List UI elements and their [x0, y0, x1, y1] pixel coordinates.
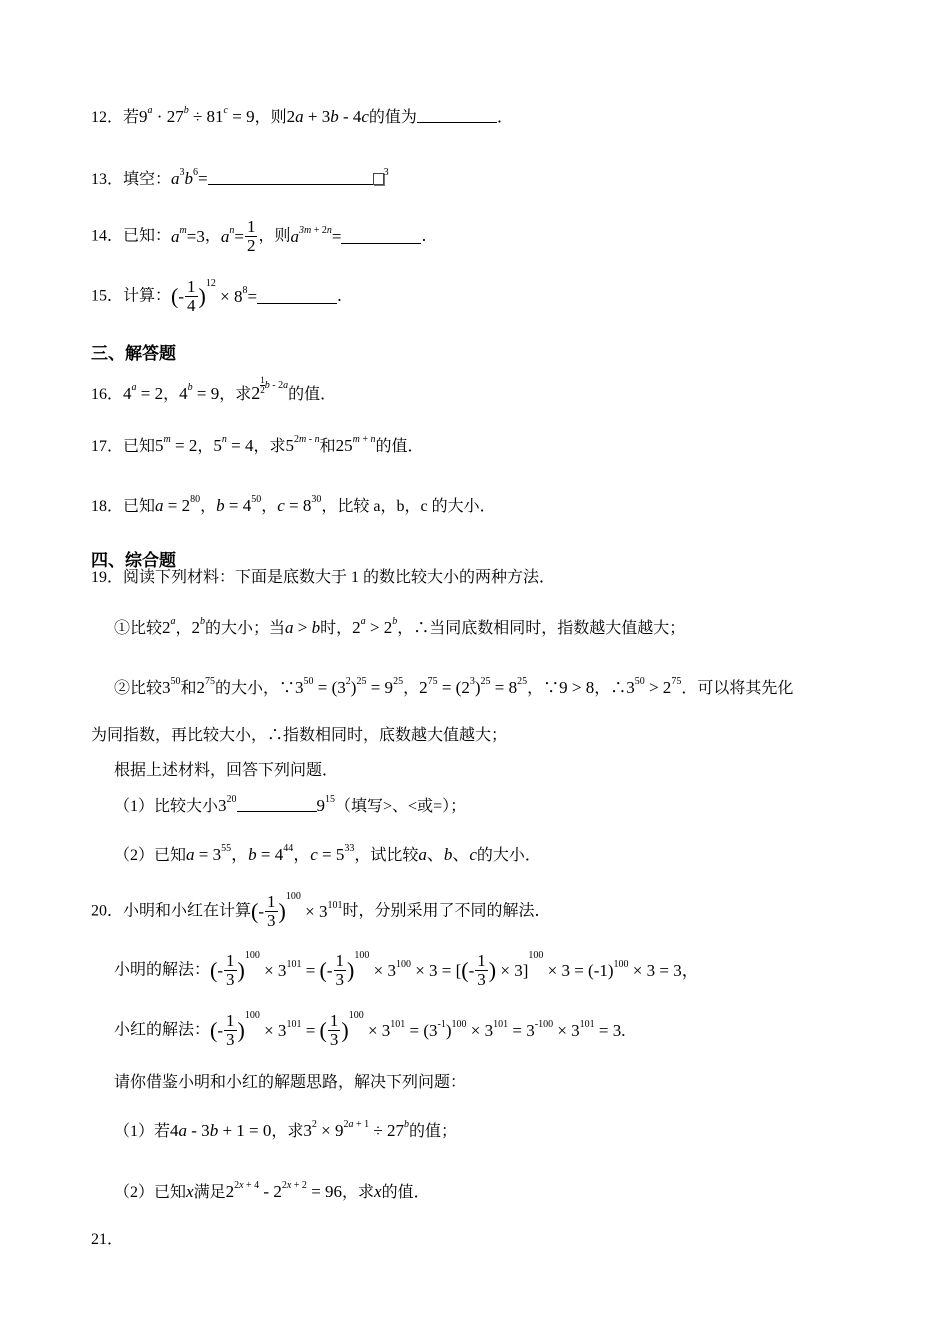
q20-part-2: （2）已知x满足$2^{2x + 4} - 2^{2x + 2} = 96$，求x的值． [114, 1180, 430, 1201]
fraction-one-half: $\frac{1}{2}$ [246, 217, 256, 255]
q19-method-2: ②比较$3^{50}$和$2^{75}$的大小，$\because 3^{50} = (3^2)^{25} = 9^{25}$，$2^{75} = (2^3)^{25} = 8^{25}$，∵9 > 8，$\therefore 3^{50} > 2^{75}$．可以将其先化 [114, 676, 794, 697]
answer-blank[interactable] [208, 170, 373, 185]
q19-method-1: ①比较2$^a$，2$^b$的大小；当a > b时，$2^a > 2^b$，∴当同底数相同时，指数越大值越大； [114, 616, 686, 637]
section-title-4: 四、综合题 [91, 551, 176, 571]
question-17: 17．已知$5^m = 2$，$5^n = 4$，求$5^{2m - n}$和$25^{m + n}$的值． [91, 434, 424, 455]
question-20-intro: 20．小明和小红在计算(- $\frac{1}{3}$ )$^{100} \times 3^{101}$时，分别采用了不同的解法． [91, 891, 551, 930]
answer-blank[interactable] [417, 108, 497, 123]
fraction-one-quarter: $\frac{1}{4}$ [187, 277, 196, 315]
answer-blank[interactable] [341, 229, 421, 244]
q19-ask: 根据上述材料，回答下列问题． [114, 762, 339, 779]
question-12: 12．若$9^a \cdot 27^b \div 81^c = 9$，则2a + 3b - 4c的值为 ． [91, 105, 513, 126]
q14-number: 14． [91, 227, 124, 245]
question-13: 13．填空：$a^3b^6= ^3$ [91, 167, 389, 188]
q21-number: 21． [91, 1231, 124, 1248]
placeholder-box-icon [373, 173, 384, 185]
q20-part-1: （1）若4a - 3b + 1 = 0，求$3^2 \times 9^{2a + 1} \div 27^b$的值； [114, 1119, 457, 1140]
q18-number: 18． [91, 498, 124, 515]
q19-method-2-continued: 为同指数，再比较大小，∴指数相同时，底数越大值越大； [91, 727, 508, 744]
q20-number: 20． [91, 902, 124, 920]
question-19-intro: 19．阅读下列材料：下面是底数大于 1 的数比较大小的两种方法． [91, 569, 556, 586]
q19-part-1: （1）比较大小$3^{20}$ $9^{15}$（填写>、<或=）； [114, 794, 467, 815]
q19-number: 19． [91, 569, 124, 586]
q20-xiaoming-solution: 小明的解法：(- $\frac{1}{3}$ )$^{100} \times 3^{101}$ = (- $\frac{1}{3}$ )$^{100} \times 3^{100} \times 3$ = [(- $\frac{1}{3}$ ) × $3]^{100} \times 3 = (-1)^{100} \times 3 = 3$， [114, 950, 699, 989]
q12-number: 12． [91, 109, 124, 126]
q13-number: 13． [91, 171, 124, 188]
question-14: 14．已知：$a^m=3$，$a^n=$ $\frac{1}{2}$ ，则$a^{3m + 2n}=$ ． [91, 217, 438, 255]
answer-blank[interactable] [257, 289, 337, 304]
question-15: 15．计算：(- $\frac{1}{4}$ )$^{12} \times 8^8=$ ． [91, 277, 354, 315]
q17-number: 17． [91, 438, 124, 455]
answer-blank[interactable] [237, 797, 317, 812]
question-16: 16．$4^a = 2$，$4^b = 9$，求2 $\frac{1}{2}$ $^{b - 2a}$的值． [91, 375, 337, 403]
q20-xiaohong-solution: 小红的解法：(- $\frac{1}{3}$ )$^{100} \times 3^{101}$ = ( $\frac{1}{3}$ )$^{100} \times 3^{101} = (3^{-1})^{100} \times 3^{101} = 3^{-100} \times 3^{101} = 3$. [114, 1010, 626, 1049]
q20-learn: 请你借鉴小明和小红的解题思路，解决下列问题： [114, 1074, 467, 1091]
q15-number: 15． [91, 287, 124, 305]
question-18: 18．已知$a = 2^{80}$，$b = 4^{50}$，$c = 8^{30}$，比较 a，b，c 的大小． [91, 494, 496, 515]
question-21 [91, 1232, 123, 1248]
q16-number: 16． [91, 386, 124, 403]
section-title-3: 三、解答题 [91, 344, 176, 364]
q19-part-2: （2）已知$a = 3^{55}$，$b = 4^{44}$，$c = 5^{33}$，试比较a、b、c的大小． [114, 843, 541, 864]
